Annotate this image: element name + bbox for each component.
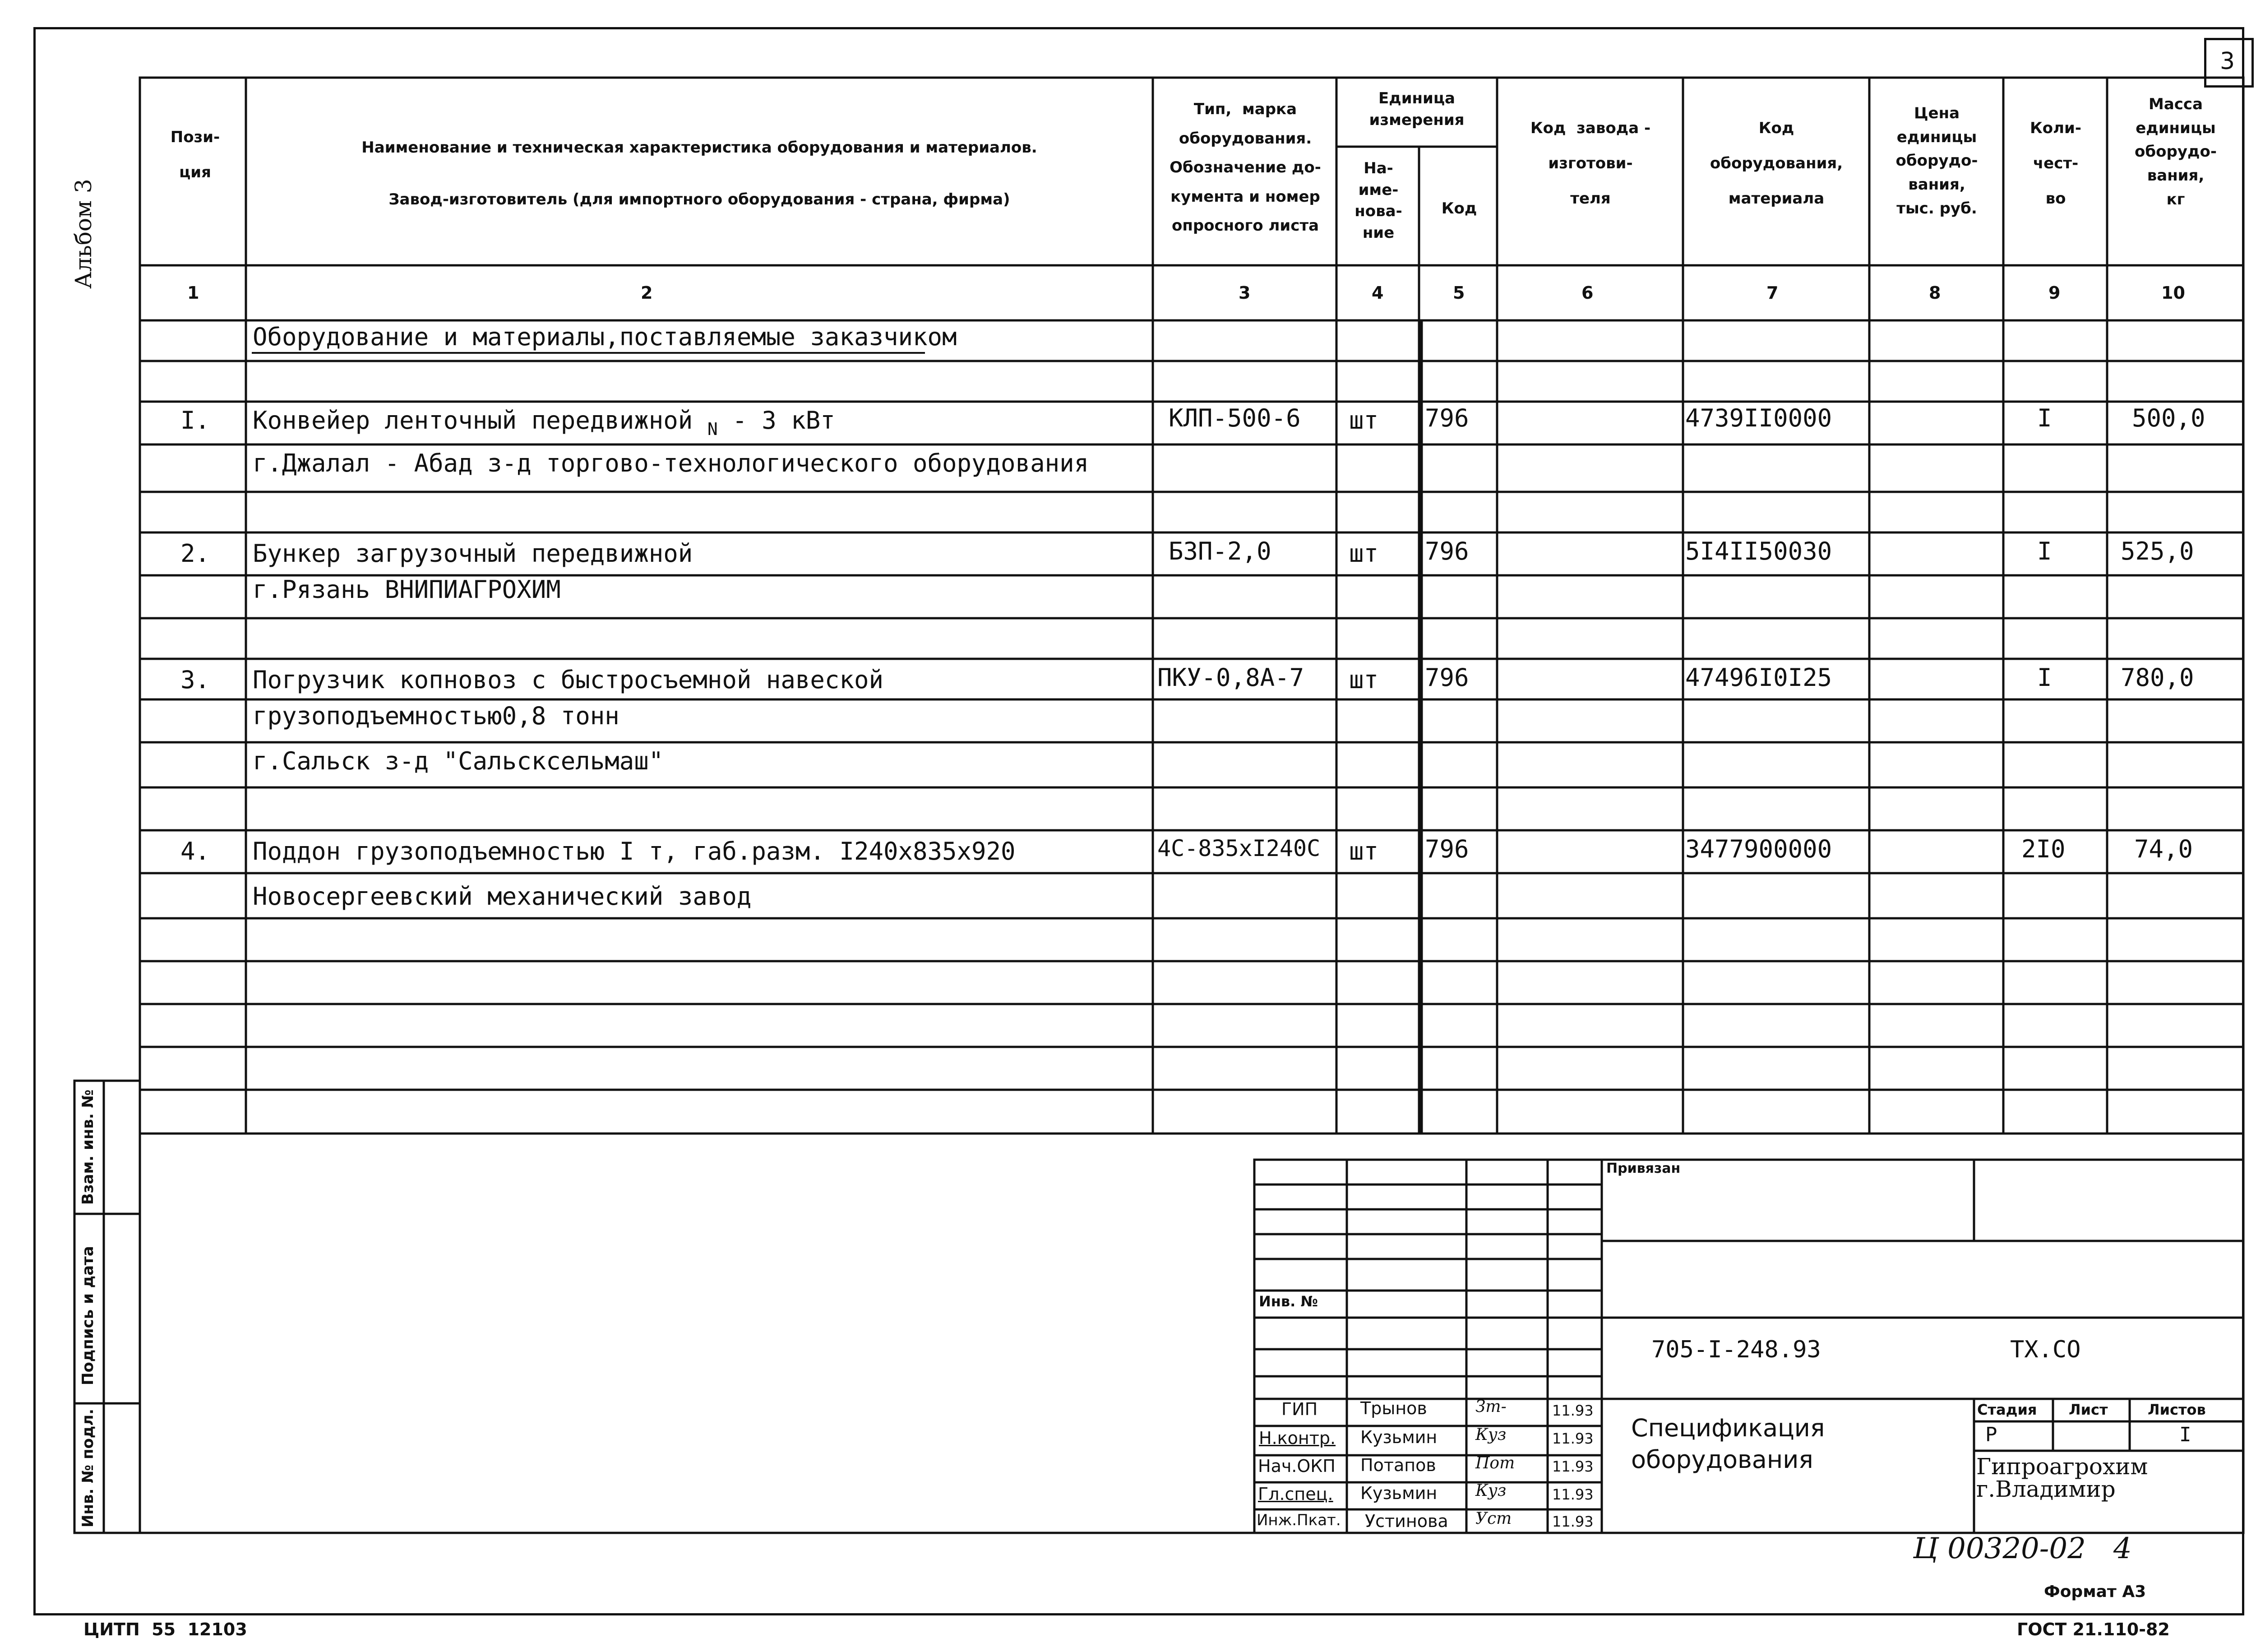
item-1-name-sub: N	[707, 419, 718, 439]
item-4-equipment-code: 3477900000	[1685, 835, 1832, 863]
item-1-unit-code: 796	[1425, 404, 1469, 432]
name-gip: Трынов	[1360, 1398, 1427, 1418]
header-col-maker-code: Код завода - изготови- теля	[1530, 119, 1651, 208]
signature-n-kontr: Куз	[1475, 1425, 1507, 1444]
sheet-label: Лист	[2069, 1401, 2108, 1418]
date-n-kontr: 11.93	[1552, 1430, 1594, 1447]
role-gip: ГИП	[1281, 1399, 1318, 1419]
item-3-position: 3.	[180, 666, 210, 694]
date-gip: 11.93	[1552, 1402, 1594, 1419]
item-3-equipment-code: 47496I0I25	[1685, 663, 1832, 692]
item-1-maker: г.Джалал - Абад з-д торгово-технологического оборудования	[253, 449, 1089, 477]
item-1-mass: 500,0	[2132, 404, 2205, 432]
item-2-unit: шт	[1349, 539, 1379, 568]
col-number-6: 6	[1581, 283, 1594, 303]
signature-gl-spec: Куз	[1475, 1481, 1507, 1500]
header-col-name-b: Завод-изготовитель (для импортного оборудования - страна, фирма)	[388, 190, 1010, 208]
album-label: Альбом 3	[70, 179, 97, 289]
header-col-price: Цена единицы оборудо- вания, тыс. руб.	[1895, 104, 1978, 217]
date-inzh: 11.93	[1552, 1513, 1594, 1530]
item-1-equipment-code: 4739II0000	[1685, 404, 1832, 432]
role-inzh: Инж.Пкат.	[1257, 1511, 1341, 1529]
item-1-unit: шт	[1349, 406, 1379, 435]
name-inzh: Устинова	[1365, 1511, 1448, 1531]
item-4-unit-code: 796	[1425, 835, 1469, 863]
header-col-unit-code: Код	[1441, 199, 1477, 217]
item-4-position: 4.	[180, 837, 210, 865]
item-2-maker: г.Рязань ВНИПИАГРОХИМ	[253, 575, 561, 604]
name-nach-okp: Потапов	[1360, 1455, 1436, 1475]
header-col-unit-name: На- име- нова- ние	[1355, 159, 1402, 242]
document-code: 705-I-248.93	[1651, 1336, 1821, 1363]
document-mark: ТХ.СО	[2010, 1336, 2081, 1363]
sheet-number: 3	[2220, 48, 2235, 75]
col-number-9: 9	[2048, 283, 2061, 303]
col-number-7: 7	[1766, 283, 1779, 303]
item-2-type: БЗП-2,0	[1169, 537, 1271, 565]
item-1-name-text: Конвейер ленточный передвижной	[253, 406, 693, 435]
item-2-position: 2.	[180, 539, 210, 568]
stage-value: Р	[1985, 1423, 1997, 1446]
role-gl-spec: Гл.спец.	[1258, 1484, 1333, 1504]
col-number-3: 3	[1239, 283, 1251, 303]
item-1-type: КЛП-500-6	[1169, 404, 1301, 432]
organization: Гипроагрохим г.Владимир	[1976, 1453, 2148, 1502]
signature-inzh: Уст	[1475, 1509, 1512, 1528]
item-2-name: Бункер загрузочный передвижной	[253, 539, 693, 568]
role-nach-okp: Нач.ОКП	[1258, 1456, 1336, 1476]
item-4-maker: Новосергеевский механический завод	[253, 882, 752, 911]
header-col-mass: Масса единицы оборудо- вания, кг	[2135, 95, 2217, 208]
date-nach-okp: 11.93	[1552, 1458, 1594, 1475]
item-3-quantity: I	[2037, 663, 2052, 692]
header-col-name-a: Наименование и техническая характеристика оборудования и материалов.	[361, 139, 1037, 157]
format-label: Формат А3	[2044, 1583, 2146, 1601]
item-2-mass: 525,0	[2121, 537, 2194, 565]
date-gl-spec: 11.93	[1552, 1486, 1594, 1503]
header-col-position: Пози- ция	[170, 128, 220, 182]
item-3-capacity: грузоподъемностью0,8 тонн	[253, 702, 619, 730]
footer-left: ЦИТП 55 12103	[83, 1620, 247, 1639]
header-col-quantity: Коли- чест- во	[2030, 119, 2081, 208]
item-1-quantity: I	[2037, 404, 2052, 432]
col-number-2: 2	[641, 283, 653, 303]
handwritten-archive-code: Ц 00320-02 4	[1913, 1532, 2132, 1565]
item-2-equipment-code: 5I4II50030	[1685, 537, 1832, 565]
item-1-position: I.	[180, 406, 210, 435]
col-number-1: 1	[187, 283, 199, 303]
header-col-type: Тип, марка оборудования. Обозначение до- кумента и номер опросного листа	[1170, 100, 1321, 235]
item-3-unit-code: 796	[1425, 663, 1469, 692]
role-n-kontr: Н.контр.	[1259, 1428, 1336, 1448]
header-col-unit: Единица измерения	[1369, 89, 1465, 129]
item-3-maker: г.Сальск з-д "Сальсксельмаш"	[253, 747, 664, 775]
item-1-name	[253, 408, 835, 438]
footer-right: ГОСТ 21.110-82	[2017, 1620, 2170, 1639]
sheets-label: Листов	[2148, 1401, 2206, 1418]
col-number-10: 10	[2161, 283, 2185, 303]
col-number-8: 8	[1929, 283, 1941, 303]
title-block-privyazan: Привязан	[1606, 1161, 1681, 1176]
title-block-inv-no: Инв. №	[1259, 1293, 1318, 1310]
item-4-mass: 74,0	[2134, 835, 2193, 863]
name-gl-spec: Кузьмин	[1360, 1483, 1438, 1503]
signature-nach-okp: Пот	[1475, 1454, 1515, 1472]
item-4-unit: шт	[1349, 837, 1379, 865]
item-3-unit: шт	[1349, 666, 1379, 694]
item-3-type: ПКУ-0,8А-7	[1157, 663, 1304, 692]
section-title: Оборудование и материалы,поставляемые заказчиком	[253, 323, 957, 351]
item-2-quantity: I	[2037, 537, 2052, 565]
name-n-kontr: Кузьмин	[1360, 1427, 1438, 1447]
signature-gip: Зm-	[1475, 1397, 1507, 1416]
item-3-name: Погрузчик копновоз с быстросъемной навеской	[253, 666, 883, 694]
col-number-4: 4	[1372, 283, 1384, 303]
stage-label: Стадия	[1977, 1401, 2037, 1418]
item-1-name-tail: - 3 кВт	[717, 406, 835, 435]
header-col-equipment-code: Код оборудования, материала	[1710, 119, 1843, 208]
item-4-quantity: 2I0	[2021, 835, 2066, 863]
item-4-type: 4С-835хI240С	[1157, 835, 1321, 861]
side-stamp-inv-podl: Инв. № подл.	[79, 1408, 97, 1527]
item-4-name: Поддон грузоподъемностью I т, габ.разм. I240х835х920	[253, 837, 1016, 865]
item-2-unit-code: 796	[1425, 537, 1469, 565]
side-stamp-replaced-inv: Взам. инв. №	[79, 1089, 97, 1205]
item-3-mass: 780,0	[2121, 663, 2194, 692]
document-title: Спецификация оборудования	[1631, 1414, 1825, 1474]
sheets-value: I	[2179, 1423, 2191, 1446]
col-number-5: 5	[1453, 283, 1465, 303]
side-stamp-signature-date: Подпись и дата	[79, 1246, 97, 1385]
